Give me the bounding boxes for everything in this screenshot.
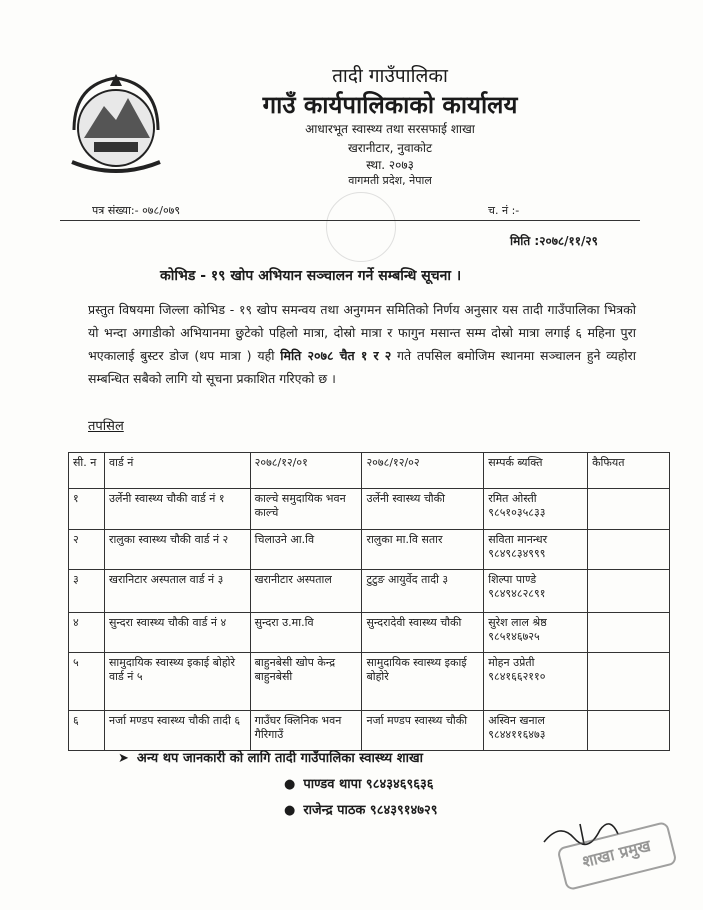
cell-ward: सामुदायिक स्वास्थ्य इकाई बोहोरे वार्ड नं ५ (104, 653, 250, 711)
province-name: वागमती प्रदेश, नेपाल (348, 174, 432, 187)
cell-remark (588, 530, 670, 570)
col-header-ward: वार्ड नं (104, 453, 250, 489)
table-row (69, 711, 670, 751)
cell-date1: खरानीटार अस्पताल (250, 570, 362, 613)
cell-date2: सुन्दरादेवी स्वास्थ्य चौकी (362, 613, 484, 653)
notice-body-part1: प्रस्तुत विषयमा जिल्ला कोभिड - १९ खोप समन्वय तथा अनुगमन समितिको निर्णय अनुसार यस तादी गाउँपालिका भित्रको यो भन्दा अगाडीको अभियानमा छुटेको पहिलो मात्रा, दोस्रो मात्रा र फागुन मसान्त सम्म दोस्रो मात्रा लगाई ६ महिना पुरा भएकालाई बुस्टर डोज (थप मात्रा ) यही (88, 302, 636, 363)
cell-remark (588, 489, 670, 530)
cell-ward: उर्लेनी स्वास्थ्य चौकी वार्ड नं १ (104, 489, 250, 530)
cell-sn: ५ (69, 653, 105, 711)
table-row (69, 653, 670, 711)
office-seal-stamp (326, 192, 396, 262)
col-header-contact: सम्पर्क ब्यक्ति (484, 453, 588, 489)
header-divider (60, 220, 640, 221)
col-header-date1: २०७८/१२/०१ (250, 453, 362, 489)
table-row (69, 489, 670, 530)
cell-date1: सुन्दरा उ.मा.वि (250, 613, 362, 653)
bullet-icon: ● (284, 803, 296, 818)
cell-sn: ४ (69, 613, 105, 653)
tapsil-heading: तपसिल (88, 419, 124, 434)
cell-ward: सुन्दरा स्वास्थ्य चौकी वार्ड नं ४ (104, 613, 250, 653)
issue-date: मिति :२०७८/११/२९ (510, 234, 598, 248)
cell-ward: रालुका स्वास्थ्य चौकी वार्ड नं २ (104, 530, 250, 570)
col-header-remark: कैफियत (588, 453, 670, 489)
cell-remark (588, 613, 670, 653)
cell-remark (588, 653, 670, 711)
cell-ward: खरानिटार अस्पताल वार्ड नं ३ (104, 570, 250, 613)
notice-body-date: मिति २०७८ चैत १ र २ (280, 348, 392, 363)
cell-sn: २ (69, 530, 105, 570)
section-chief-stamp-text: शाखा प्रमुख (580, 835, 653, 872)
schedule-table (68, 452, 670, 751)
established-year: स्था. २०७३ (366, 158, 414, 172)
cell-date1: चिलाउने आ.वि (250, 530, 362, 570)
branch-name: आधारभूत स्वास्थ्य तथा सरसफाई शाखा (305, 122, 475, 136)
cell-sn: ३ (69, 570, 105, 613)
cell-date2: टुटुङ आयुर्वेद तादी ३ (362, 570, 484, 613)
table-row (69, 530, 670, 570)
cell-date2: उर्लेनी स्वास्थ्य चौकी (362, 489, 484, 530)
cell-date1: गाउँघर क्लिनिक भवन गैरिगाउँ (250, 711, 362, 751)
cell-sn: १ (69, 489, 105, 530)
col-header-sn: सी. न (69, 453, 105, 489)
contact-person-2 (284, 800, 438, 818)
contact-person-1-text: पाण्डव थापा ९८४३४६९६३६ (303, 777, 434, 792)
cell-contact: सविता मानन्धर ९८४९८३४९९९ (484, 530, 588, 570)
letter-number: पत्र संख्या:- ०७८/०७९ (92, 204, 181, 217)
more-info-text: अन्य थप जानकारी को लागि तादी गाउँपालिका स्वास्थ्य शाखा (136, 751, 423, 766)
cell-date1: बाहुनबेसी खोप केन्द्र बाहुनबेसी (250, 653, 362, 711)
col-header-date2: २०७८/१२/०२ (362, 453, 484, 489)
nepal-emblem-logo (64, 68, 168, 184)
contact-person-2-text: राजेन्द्र पाठक ९८४३९१४७२९ (303, 803, 438, 818)
municipality-name: तादी गाउँपालिका (332, 65, 448, 87)
notice-body-part2: गते तपसिल बमोजिम स्थानमा सञ्चालन हुने व्यहोरा सम्बन्धित सबैको लागि यो सूचना प्रकाशित गरिएको छ । (88, 348, 636, 386)
cell-remark (588, 570, 670, 613)
cell-contact: अस्विन खनाल ९८४४११६४७३ (484, 711, 588, 751)
more-info-line (118, 748, 423, 766)
notice-body (88, 298, 636, 390)
cell-date2: रालुका मा.वि सतार (362, 530, 484, 570)
office-address: खरानीटार, नुवाकोट (347, 141, 433, 155)
cell-date2: सामुदायिक स्वास्थ्य इकाई बोहोरे (362, 653, 484, 711)
cell-date2: नर्जा मण्डप स्वास्थ्य चौकी (362, 711, 484, 751)
table-header-row (69, 453, 670, 489)
cell-ward: नर्जा मण्डप स्वास्थ्य चौकी तादी ६ (104, 711, 250, 751)
table-row (69, 570, 670, 613)
cell-contact: रमित ओस्ती ९८५१०३५८३३ (484, 489, 588, 530)
cell-remark (588, 711, 670, 751)
cell-date1: काल्चे समुदायिक भवन काल्चे (250, 489, 362, 530)
cell-sn: ६ (69, 711, 105, 751)
arrow-bullet-icon: ➤ (118, 751, 129, 766)
dispatch-number: च. नं :- (488, 204, 520, 217)
cell-contact: शिल्पा पाण्डे ९८४९४८२८९१ (484, 570, 588, 613)
contact-person-1 (284, 774, 434, 792)
cell-contact: सुरेश लाल श्रेष्ठ ९८५१४६७२५ (484, 613, 588, 653)
cell-contact: मोहन उप्रेती ९८४१६६२११० (484, 653, 588, 711)
office-name: गाउँ कार्यपालिकाको कार्यालय (262, 91, 518, 119)
notice-title: कोभिड - १९ खोप अभियान सञ्चालन गर्ने सम्बन्धि सूचना । (160, 268, 462, 284)
bullet-icon: ● (284, 777, 296, 792)
table-row (69, 613, 670, 653)
